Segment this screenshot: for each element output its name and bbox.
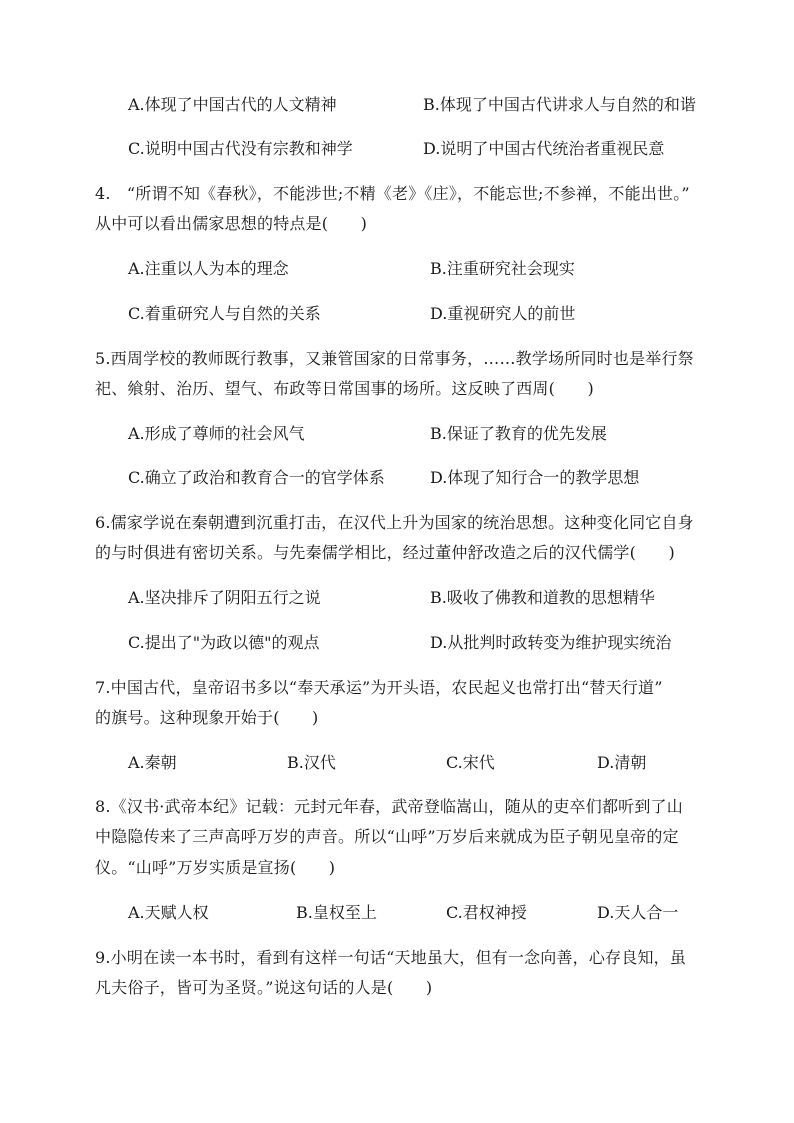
q5-stem-line-1: 5.西周学校的教师既行教事，又兼管国家的日常事务，……教学场所同时也是举行祭	[95, 349, 694, 368]
q3-option-c: C.说明中国古代没有宗教和神学	[128, 139, 353, 158]
q7-option-d: D.清朝	[597, 753, 647, 772]
q7-stem-line-1: 7.中国古代，皇帝诏书多以“奉天承运”为开头语，农民起义也常打出“替天行道”	[95, 678, 663, 697]
q8-stem-line-2: 中隐隐传来了三声高呼万岁的声音。所以“山呼”万岁后来就成为臣子朝见皇帝的定	[95, 827, 679, 846]
q7-stem-line-2: 的旗号。这种现象开始于( )	[95, 708, 319, 727]
q4-option-d: D.重视研究人的前世	[430, 304, 576, 323]
q8-option-a: A.天赋人权	[128, 903, 209, 922]
q8-option-b: B.皇权至上	[296, 903, 377, 922]
q3-option-b: B.体现了中国古代讲求人与自然的和谐	[423, 95, 696, 114]
q8-option-c: C.君权神授	[446, 903, 527, 922]
q8-stem-line-3: 仪。“山呼”万岁实质是宣扬( )	[95, 858, 336, 877]
q7-option-c: C.宋代	[446, 753, 495, 772]
q4-stem-line-1: 4. “所谓不知《春秋》，不能涉世;不精《老》《庄》，不能忘世;不参禅，不能出世。”	[95, 184, 690, 203]
q4-option-a: A.注重以人为本的理念	[128, 259, 289, 278]
q6-option-a: A.坚决排斥了阴阳五行之说	[128, 588, 321, 607]
q9-stem-line-1: 9.小明在读一本书时，看到有这样一句话“天地虽大，但有一念向善，心存良知，虽	[95, 948, 687, 967]
q6-stem-line-2: 的与时俱进有密切关系。与先秦儒学相比，经过董仲舒改造之后的汉代儒学( )	[95, 543, 675, 562]
q3-option-a: A.体现了中国古代的人文精神	[128, 95, 337, 114]
q6-option-c: C.提出了"为政以德"的观点	[128, 633, 320, 652]
q8-option-d: D.天人合一	[597, 903, 679, 922]
q6-stem-line-1: 6.儒家学说在秦朝遭到沉重打击，在汉代上升为国家的统治思想。这种变化同它自身	[95, 513, 694, 532]
q4-stem-line-2: 从中可以看出儒家思想的特点是( )	[95, 214, 368, 233]
q5-option-b: B.保证了教育的优先发展	[430, 424, 607, 443]
q5-stem-line-2: 祀、飨射、治历、望气、布政等日常国事的场所。这反映了西周( )	[95, 379, 594, 398]
q7-option-b: B.汉代	[287, 753, 336, 772]
q9-stem-line-2: 凡夫俗子，皆可为圣贤。”说这句话的人是( )	[95, 978, 433, 997]
q5-option-a: A.形成了尊师的社会风气	[128, 424, 305, 443]
q7-option-a: A.秦朝	[128, 753, 177, 772]
q4-option-b: B.注重研究社会现实	[430, 259, 575, 278]
q4-option-c: C.着重研究人与自然的关系	[128, 304, 321, 323]
q6-option-b: B.吸收了佛教和道教的思想精华	[430, 588, 655, 607]
q6-option-d: D.从批判时政转变为维护现实统治	[430, 633, 672, 652]
q5-option-c: C.确立了政治和教育合一的官学体系	[128, 468, 385, 487]
q8-stem-line-1: 8.《汉书·武帝本纪》记载：元封元年春，武帝登临嵩山，随从的吏卒们都听到了山	[95, 797, 683, 816]
q3-option-d: D.说明了中国古代统治者重视民意	[423, 139, 665, 158]
q5-option-d: D.体现了知行合一的教学思想	[430, 468, 640, 487]
